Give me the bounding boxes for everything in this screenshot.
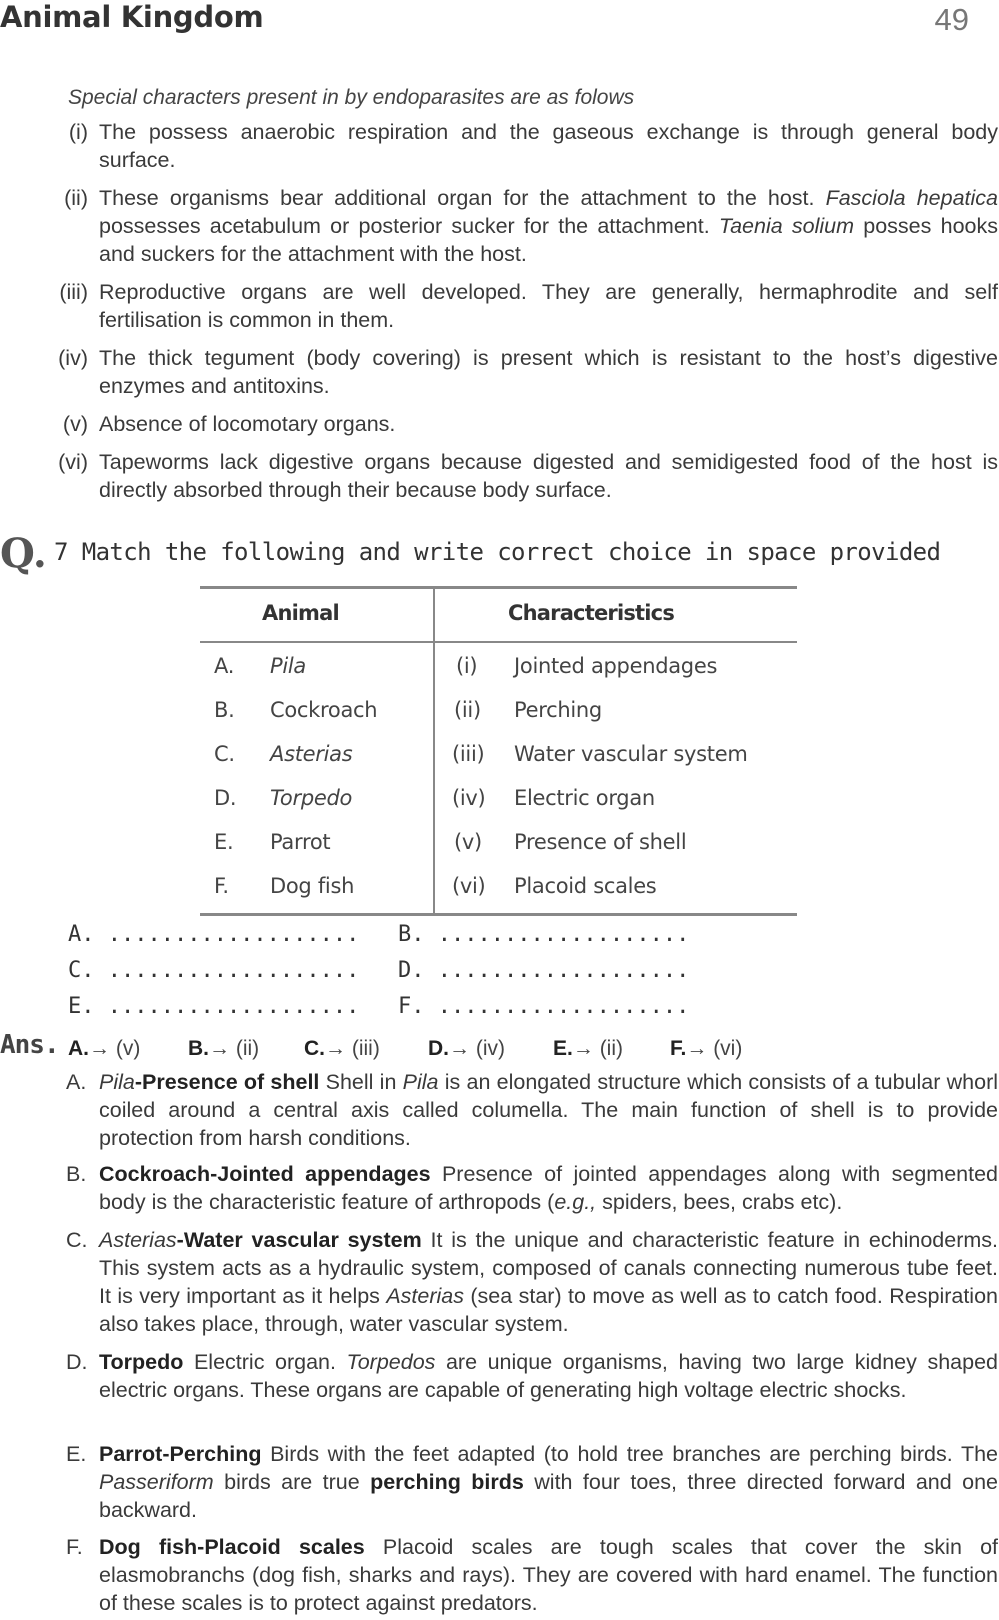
- item-text: These organisms bear additional organ for the attachment to the host. Fasciola hepatica possesses acetabulum or posterior sucker for the attachment. Taenia solium posses hooks and suckers for the attachment with the host.: [99, 186, 998, 266]
- answer-key-item: C.→ (iii): [304, 1037, 380, 1060]
- animal-name: Parrot: [270, 830, 331, 854]
- animal-name: Dog fish: [270, 874, 355, 898]
- characteristic: Electric organ: [514, 786, 655, 810]
- species-name: Fasciola hepatica: [825, 186, 998, 210]
- answer-key-item: F.→ (vi): [670, 1037, 743, 1060]
- characteristic: Placoid scales: [514, 874, 657, 898]
- match-table: Animal Characteristics A. Pila (i) Jointed appendages B. Cockroach (ii) Perching C. Asterias (iii) Water vascular system D. Torpedo (iv) Electric organ E. Parrot (v) Presence of shell F. Dog fish (vi) Placoid scales: [200, 586, 797, 916]
- item-number: (iii): [59, 280, 88, 304]
- characteristic: Perching: [514, 698, 602, 722]
- answer-key-item: E.→ (ii): [553, 1037, 624, 1060]
- item-text: The possess anaerobic respiration and the gaseous exchange is through general body surface.: [99, 120, 998, 172]
- item-text: Tapeworms lack digestive organs because digested and semidigested food of the host is directly absorbed through their because body surface.: [99, 450, 998, 502]
- page-number: 49: [934, 2, 969, 37]
- answer-blank-c: C. ...................: [68, 958, 360, 983]
- answer-blank-e: E. ...................: [68, 994, 360, 1019]
- answer-blank-d: D. ...................: [398, 958, 690, 983]
- table-header-rule: [200, 641, 797, 643]
- column-header-characteristics: Characteristics: [508, 601, 675, 625]
- item-number: (ii): [64, 186, 88, 210]
- item-text: The thick tegument (body covering) is present which is resistant to the host’s digestive enzymes and antitoxins.: [99, 346, 998, 398]
- endoparasites-intro: Special characters present in by endoparasites are as folows: [68, 86, 635, 109]
- animal-name: Pila: [270, 654, 307, 678]
- item-text: Reproductive organs are well developed. They are generally, hermaphrodite and self fertilisation is common in them.: [99, 280, 998, 332]
- answer-key-item: B.→ (ii): [188, 1037, 260, 1060]
- item-number: (iv): [58, 346, 88, 370]
- answer-blank-f: F. ...................: [398, 994, 690, 1019]
- characteristic: Jointed appendages: [514, 654, 718, 678]
- answer-label: Ans.: [0, 1030, 59, 1060]
- item-number: (i): [68, 120, 88, 144]
- question-marker: Q.: [0, 530, 47, 577]
- question-text: 7 Match the following and write correct choice in space provided: [54, 538, 941, 566]
- animal-name: Torpedo: [270, 786, 353, 810]
- column-header-animal: Animal: [262, 601, 339, 625]
- answer-blank-b: B. ...................: [398, 922, 690, 947]
- answer-key-item: D.→ (iv): [428, 1037, 505, 1060]
- characteristic: Presence of shell: [514, 830, 687, 854]
- animal-name: Cockroach: [270, 698, 378, 722]
- item-number: (v): [62, 412, 88, 436]
- item-text: Absence of locomotary organs.: [99, 412, 396, 436]
- characteristic: Water vascular system: [514, 742, 748, 766]
- species-name: Taenia solium: [718, 214, 855, 238]
- answer-blank-a: A. ...................: [68, 922, 360, 947]
- item-number: (vi): [58, 450, 88, 474]
- page-header-title: Animal Kingdom: [0, 0, 264, 34]
- table-divider: [433, 589, 435, 913]
- answer-key-item: A.→ (v): [68, 1037, 141, 1060]
- animal-name: Asterias: [270, 742, 353, 766]
- question-number: 7: [54, 538, 68, 566]
